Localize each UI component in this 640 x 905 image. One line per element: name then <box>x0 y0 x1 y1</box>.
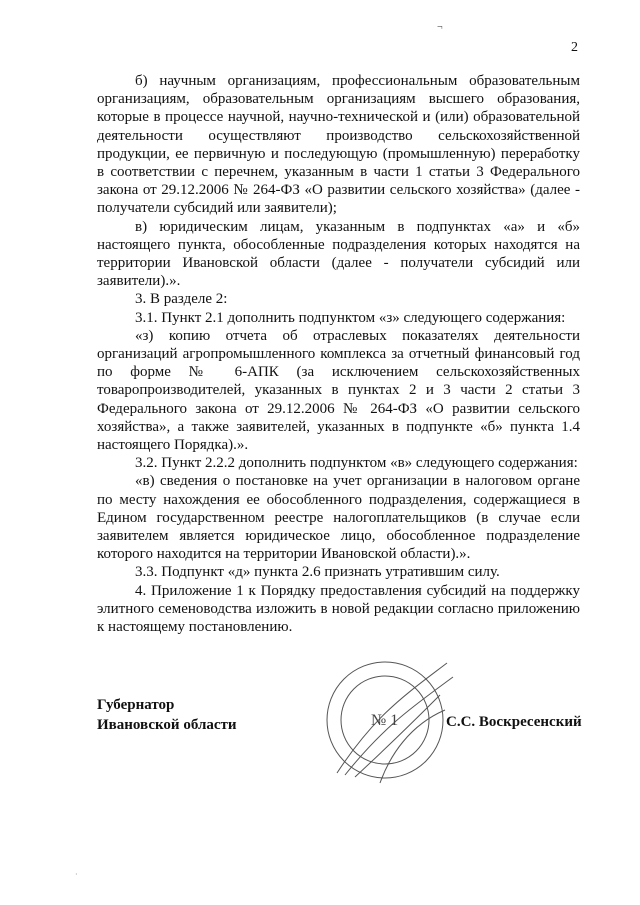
signer-region: Ивановской области <box>97 717 237 733</box>
paragraph: б) научным организациям, профессиональным образовательным организациям, образовательным организациям высшего образования, которые в процессе научной, научно-технической и (или) образовательной деятельности осуществляют производство сельскохозяйственной продукции, ее первичную и последующую (промышленную) переработку в соответствии с перечнем, указанным в части 1 статьи 3 Федерального закона от 29.12.2006 № 264-ФЗ «О развитии сельского хозяйства» (далее - получатели субсидий или заявители); <box>97 73 580 217</box>
paragraph: 3.1. Пункт 2.1 дополнить подпунктом «з» следующего содержания: <box>135 309 566 326</box>
paragraph: 3.3. Подпункт «д» пункта 2.6 признать утратившим силу. <box>135 564 500 581</box>
scan-mark: · <box>75 870 78 879</box>
paragraph: 3.2. Пункт 2.2.2 дополнить подпунктом «в» следующего содержания: <box>135 455 578 472</box>
paragraph: в) юридическим лицам, указанным в подпунктах «а» и «б» настоящего пункта, обособленные подразделения которых находятся на территории Ивановской области (далее - получатели субсидий или заявители).». <box>97 218 580 290</box>
paragraph: 4. Приложение 1 к Порядку предоставления субсидий на поддержку элитного семеноводства изложить в новой редакции согласно приложению к настоящему постановлению. <box>97 582 580 636</box>
paragraph: «з) копию отчета об отраслевых показателях деятельности организаций агропромышленного комплекса за отчетный финансовый год по форме № 6-АПК (за исключением сельскохозяйственных товаропроизводителей, указанных в пунктах 2 и 3 части 2 статьи 3 Федерального закона от 29.12.2006 № 264-ФЗ «О развитии сельского хозяйства», а также заявителей, указанных в подпункте «б» пункта 1.4 настоящего Порядка).». <box>97 327 580 454</box>
paragraph: 3. В разделе 2: <box>135 291 228 308</box>
signer-name: С.С. Воскресенский <box>446 714 582 730</box>
official-stamp <box>315 655 455 785</box>
corner-mark: ¬ <box>437 22 443 33</box>
page-number: 2 <box>571 40 578 55</box>
document-body <box>97 72 580 636</box>
signature-block <box>97 695 237 735</box>
stamp-number: № 1 <box>371 712 399 729</box>
signer-title: Губернатор <box>97 697 175 713</box>
paragraph: «в) сведения о постановке на учет организации в налоговом органе по месту нахождения ее обособленного подразделения, содержащиеся в Едином государственном реестре налогоплательщиков (в случае если заявителем является юридическое лицо, обособленное подразделение которого находится на территории Ивановской области).». <box>97 473 580 563</box>
